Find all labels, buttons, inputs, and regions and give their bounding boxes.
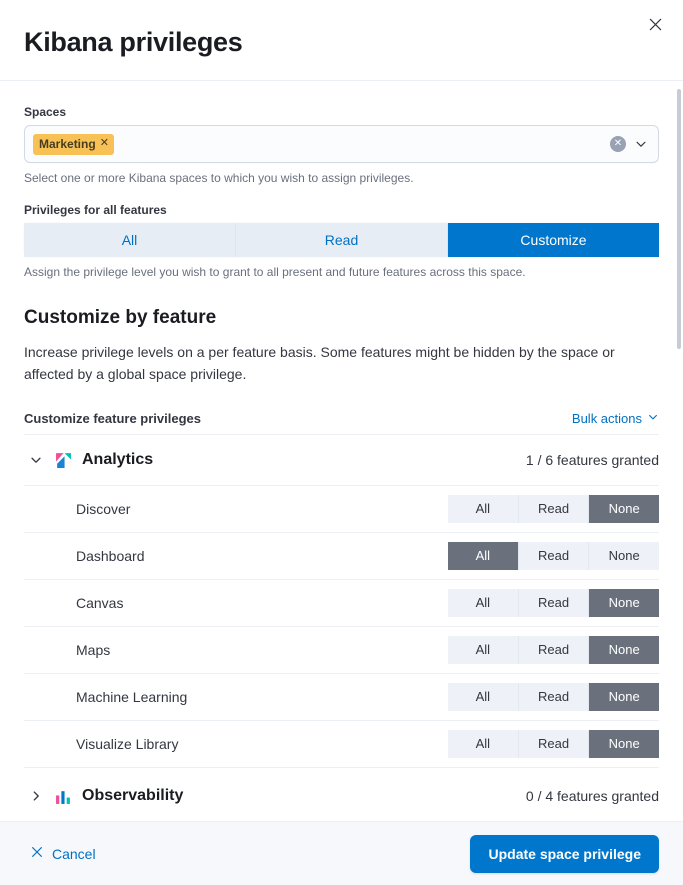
close-icon[interactable]: ✕ — [99, 137, 109, 149]
feature-privilege-read[interactable]: Read — [519, 683, 590, 711]
observability-icon — [54, 787, 72, 805]
feature-privilege-all[interactable]: All — [448, 542, 519, 570]
chevron-down-icon[interactable] — [634, 137, 648, 151]
cancel-label: Cancel — [52, 845, 96, 862]
feature-row-machine-learning — [24, 674, 659, 721]
feature-name: Discover — [76, 501, 131, 517]
feature-privilege-none[interactable]: None — [589, 542, 659, 570]
privilege-option-customize[interactable]: Customize — [448, 223, 659, 257]
feature-row-canvas — [24, 580, 659, 627]
feature-privilege-none[interactable]: None — [589, 589, 659, 617]
feature-category-analytics[interactable] — [24, 435, 659, 486]
customize-description: Increase privilege levels on a per feature basis. Some features might be hidden by the space or affected by a global space privilege. — [24, 344, 615, 382]
feature-privilege-read[interactable]: Read — [519, 495, 590, 523]
privilege-option-all[interactable]: All — [24, 223, 236, 257]
feature-privilege-all[interactable]: All — [448, 683, 519, 711]
flyout-body — [0, 81, 683, 821]
analytics-icon — [54, 451, 72, 469]
feature-privilege-read[interactable]: Read — [519, 542, 590, 570]
feature-privilege-none[interactable]: None — [589, 495, 659, 523]
feature-privilege-all[interactable]: All — [448, 589, 519, 617]
feature-privilege-read[interactable]: Read — [519, 589, 590, 617]
feature-name: Visualize Library — [76, 736, 179, 752]
flyout-header — [0, 0, 683, 81]
bulk-actions-label: Bulk actions — [571, 411, 642, 426]
update-space-privilege-button[interactable]: Update space privilege — [470, 835, 659, 873]
space-pill-marketing[interactable] — [33, 134, 114, 155]
feature-privilege-group — [448, 683, 659, 711]
feature-privilege-group — [448, 730, 659, 758]
spaces-combobox[interactable] — [24, 125, 659, 163]
feature-privilege-all[interactable]: All — [448, 730, 519, 758]
feature-privilege-group — [448, 542, 659, 570]
all-features-help-text: Assign the privilege level you wish to grant to all present and future features across this space. — [24, 265, 526, 279]
feature-privilege-all[interactable]: All — [448, 495, 519, 523]
bulk-actions-button[interactable] — [572, 411, 659, 426]
chevron-down-icon[interactable] — [24, 448, 48, 472]
chevron-right-icon[interactable] — [24, 784, 48, 808]
scrollbar-thumb[interactable] — [677, 89, 681, 349]
spaces-help-text: Select one or more Kibana spaces to which you wish to assign privileges. — [24, 171, 414, 185]
category-granted-count: 0 / 4 features granted — [525, 788, 659, 804]
space-pill-label: Marketing — [39, 136, 96, 151]
feature-table-title: Customize feature privileges — [24, 411, 201, 426]
cross-icon — [30, 845, 44, 862]
feature-name: Dashboard — [76, 548, 145, 564]
feature-name: Machine Learning — [76, 689, 188, 705]
feature-privilege-none[interactable]: None — [589, 683, 659, 711]
feature-privilege-read[interactable]: Read — [519, 636, 590, 664]
feature-table-header — [24, 411, 659, 435]
chevron-down-icon — [647, 411, 659, 426]
feature-privilege-group — [448, 636, 659, 664]
clear-icon[interactable]: ✕ — [610, 136, 626, 152]
cancel-button[interactable] — [24, 844, 102, 863]
category-name: Analytics — [82, 451, 154, 468]
scrollbar[interactable] — [677, 81, 681, 821]
category-name: Observability — [82, 787, 184, 804]
privilege-option-read[interactable]: Read — [236, 223, 448, 257]
customize-heading: Customize by feature — [24, 307, 217, 328]
feature-privilege-none[interactable]: None — [589, 730, 659, 758]
feature-row-discover — [24, 486, 659, 533]
spaces-label: Spaces — [24, 105, 67, 119]
flyout-footer — [0, 821, 683, 885]
category-granted-count: 1 / 6 features granted — [525, 452, 659, 468]
feature-name: Maps — [76, 642, 111, 658]
feature-privilege-group — [448, 495, 659, 523]
feature-name: Canvas — [76, 595, 124, 611]
feature-row-dashboard — [24, 533, 659, 580]
feature-row-visualize-library — [24, 721, 659, 768]
feature-privilege-read[interactable]: Read — [519, 730, 590, 758]
close-icon[interactable] — [639, 8, 671, 40]
all-features-privilege-group — [24, 223, 659, 257]
feature-category-observability[interactable] — [24, 768, 659, 821]
feature-privilege-none[interactable]: None — [589, 636, 659, 664]
feature-privilege-group — [448, 589, 659, 617]
feature-row-maps — [24, 627, 659, 674]
page-title: Kibana privileges — [24, 27, 243, 57]
feature-privilege-all[interactable]: All — [448, 636, 519, 664]
all-features-label: Privileges for all features — [24, 203, 167, 217]
